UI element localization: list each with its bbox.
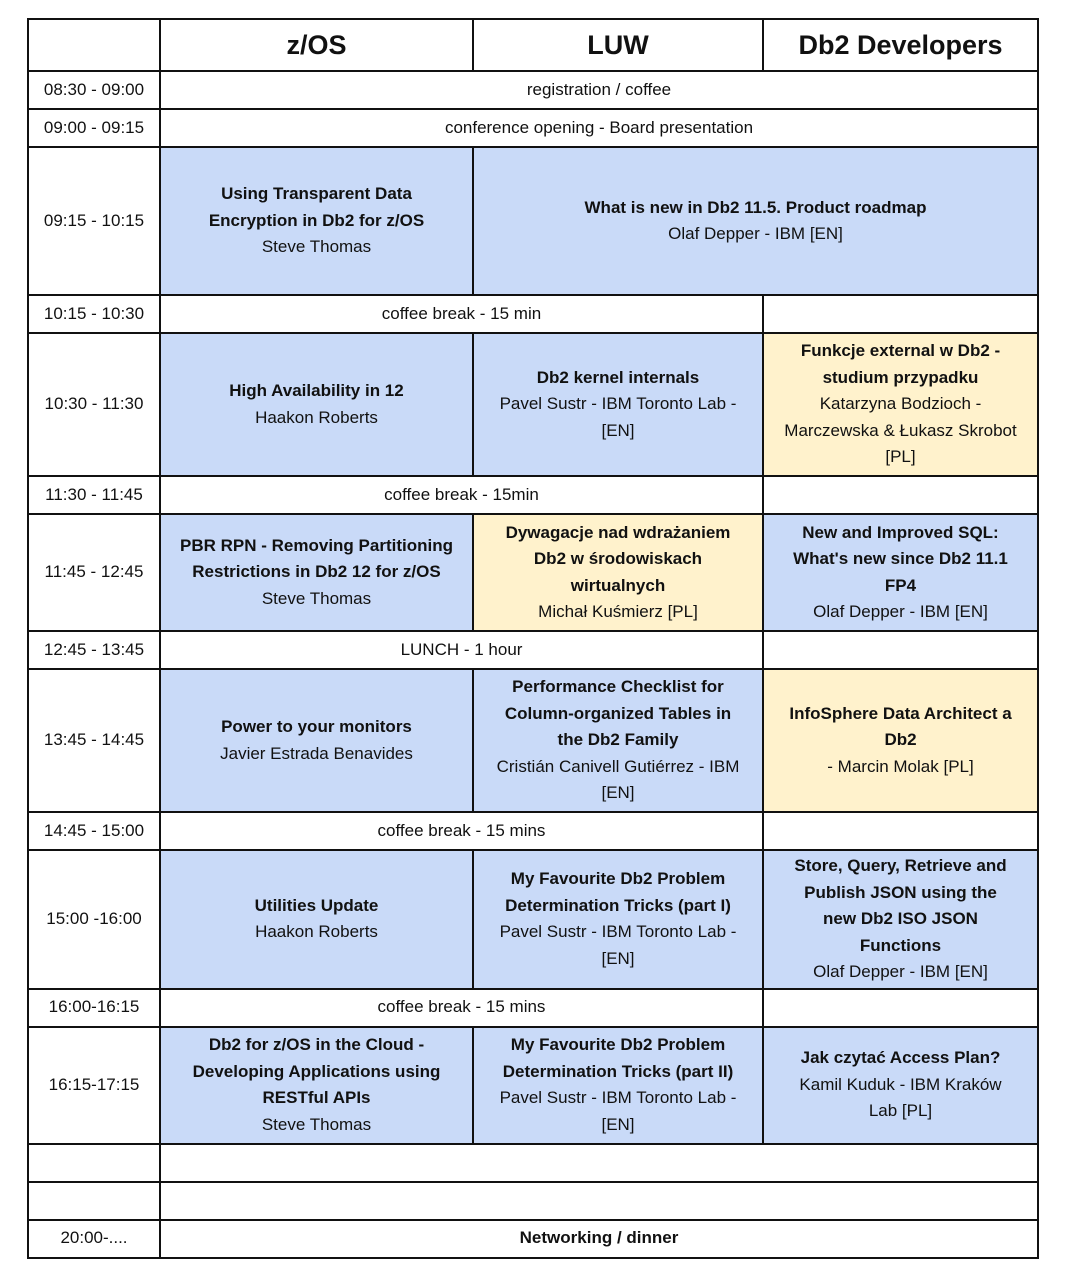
session-speaker: [EN]: [601, 420, 635, 440]
break-cell: coffee break - 15 mins: [160, 989, 763, 1027]
schedule-row: [28, 1027, 1038, 1144]
session-cell: [160, 514, 473, 631]
session-title: Determination Tricks (part II): [502, 1061, 734, 1081]
session-cell: [160, 850, 473, 989]
session-speaker: - Marcin Molak [PL]: [827, 756, 974, 776]
session-title: Restrictions in Db2 12 for z/OS: [192, 562, 441, 582]
session-title: Dywagacje nad wdrażaniem: [505, 522, 731, 542]
session-title: RESTful APIs: [262, 1088, 371, 1107]
session-cell: [160, 333, 473, 476]
header-zos: z/OS: [160, 19, 473, 71]
session-title: Jak czytać Access Plan?: [800, 1048, 1001, 1068]
session-speaker: Pavel Sustr - IBM Toronto Lab -: [499, 922, 737, 942]
header-luw: LUW: [473, 19, 763, 71]
schedule-row: [28, 333, 1038, 476]
time-slot: 16:00-16:15: [28, 989, 160, 1027]
empty-cell: [763, 631, 1038, 669]
session-cell: [763, 669, 1038, 812]
session-speaker: Steve Thomas: [261, 1114, 372, 1134]
break-cell: coffee break - 15 mins: [160, 812, 763, 850]
agenda-table: [27, 18, 1039, 1259]
empty-cell: [763, 812, 1038, 850]
registration-cell: registration / coffee: [160, 71, 1038, 109]
opening-cell: conference opening - Board presentation: [160, 109, 1038, 147]
session-cell: [763, 1027, 1038, 1144]
lunch-cell: LUNCH - 1 hour: [160, 631, 763, 669]
session-speaker: Steve Thomas: [261, 237, 372, 257]
schedule-row: [28, 109, 1038, 147]
session-title: new Db2 ISO JSON: [823, 909, 978, 928]
session-speaker: Marczewska & Łukasz Skrobot: [784, 420, 1017, 440]
session-speaker: [PL]: [885, 447, 916, 467]
session-title: Encryption in Db2 for z/OS: [208, 210, 425, 230]
session-speaker: [EN]: [601, 948, 635, 968]
session-title: Store, Query, Retrieve and: [794, 856, 1007, 875]
session-speaker: Pavel Sustr - IBM Toronto Lab -: [499, 1088, 737, 1107]
time-slot: 09:00 - 09:15: [28, 109, 160, 147]
schedule-row: [28, 1182, 1038, 1220]
time-slot: 20:00-....: [28, 1220, 160, 1258]
session-title: Db2: [884, 730, 917, 750]
session-speaker: Haakon Roberts: [255, 407, 378, 427]
session-cell: [160, 669, 473, 812]
schedule-row: [28, 295, 1038, 333]
session-cell: [160, 1027, 473, 1144]
session-title: High Availability in 12: [229, 381, 404, 400]
session-cell: [763, 850, 1038, 989]
session-cell: [473, 669, 763, 812]
break-cell: coffee break - 15 min: [160, 295, 763, 333]
time-slot: 14:45 - 15:00: [28, 812, 160, 850]
session-speaker: Pavel Sustr - IBM Toronto Lab -: [499, 394, 737, 414]
break-cell: coffee break - 15min: [160, 476, 763, 514]
session-speaker: Olaf Depper - IBM [EN]: [813, 602, 988, 621]
time-slot: 08:30 - 09:00: [28, 71, 160, 109]
session-title: the Db2 Family: [557, 730, 679, 750]
time-slot: 15:00 -16:00: [28, 850, 160, 989]
session-title: Determination Tricks (part I): [505, 895, 731, 915]
session-title: Using Transparent Data: [221, 184, 412, 204]
session-title: Db2 kernel internals: [536, 367, 700, 387]
session-cell: [473, 147, 1038, 295]
session-title: FP4: [884, 575, 917, 595]
session-title: Power to your monitors: [221, 717, 412, 736]
time-slot: 16:15-17:15: [28, 1027, 160, 1144]
session-title: My Favourite Db2 Problem: [510, 1035, 726, 1054]
time-slot: 09:15 - 10:15: [28, 147, 160, 295]
session-title: Publish JSON using the: [804, 882, 997, 902]
session-cell: [160, 147, 473, 295]
session-title: New and Improved SQL:: [802, 522, 999, 542]
session-title: Db2 for z/OS in the Cloud -: [208, 1035, 425, 1054]
time-slot: 10:15 - 10:30: [28, 295, 160, 333]
time-slot: 12:45 - 13:45: [28, 631, 160, 669]
empty-cell: [160, 1144, 1038, 1182]
session-cell: [763, 514, 1038, 631]
empty-cell: [160, 1182, 1038, 1220]
session-speaker: Lab [PL]: [868, 1101, 933, 1121]
header-db2-developers: Db2 Developers: [763, 19, 1038, 71]
schedule-row: [28, 1144, 1038, 1182]
session-cell: [473, 333, 763, 476]
session-title: PBR RPN - Removing Partitioning: [180, 535, 453, 555]
session-title: Performance Checklist for: [512, 677, 724, 697]
time-slot: [28, 1144, 160, 1182]
header-row: [28, 19, 1038, 71]
time-slot: 11:30 - 11:45: [28, 476, 160, 514]
session-title: InfoSphere Data Architect a: [789, 703, 1012, 723]
schedule-row: [28, 514, 1038, 631]
schedule-row: [28, 631, 1038, 669]
session-cell: [763, 333, 1038, 476]
schedule-row: [28, 989, 1038, 1027]
session-title: Column-organized Tables in: [504, 703, 732, 723]
schedule-row: [28, 669, 1038, 812]
session-cell: [473, 1027, 763, 1144]
session-speaker: Javier Estrada Benavides: [220, 743, 413, 763]
session-speaker: Katarzyna Bodzioch -: [819, 394, 982, 414]
session-title: What's new since Db2 11.1: [793, 549, 1008, 568]
time-slot: 10:30 - 11:30: [28, 333, 160, 476]
session-title: Functions: [859, 935, 942, 955]
session-title: Developing Applications using: [192, 1061, 441, 1081]
session-speaker: Olaf Depper - IBM [EN]: [813, 962, 988, 981]
schedule-row: [28, 71, 1038, 109]
session-title: What is new in Db2 11.5. Product roadmap: [584, 197, 927, 217]
session-cell: [473, 514, 763, 631]
schedule-row: [28, 812, 1038, 850]
session-speaker: Steve Thomas: [261, 588, 372, 608]
schedule-row: [28, 476, 1038, 514]
session-title: Funkcje external w Db2 -: [800, 341, 1001, 361]
empty-cell: [763, 295, 1038, 333]
session-title: Utilities Update: [254, 895, 379, 915]
session-cell: [473, 850, 763, 989]
session-title: Db2 w środowiskach: [533, 549, 703, 568]
session-speaker: Michał Kuśmierz [PL]: [538, 602, 698, 621]
schedule-row: [28, 1220, 1038, 1258]
schedule-row: [28, 147, 1038, 295]
session-speaker: [EN]: [601, 1114, 635, 1134]
session-title: My Favourite Db2 Problem: [510, 869, 726, 889]
empty-cell: [763, 476, 1038, 514]
session-title: wirtualnych: [570, 575, 666, 595]
time-slot: 11:45 - 12:45: [28, 514, 160, 631]
session-speaker: Haakon Roberts: [255, 922, 378, 942]
session-speaker: Olaf Depper - IBM [EN]: [668, 224, 843, 243]
session-speaker: Kamil Kuduk - IBM Kraków: [799, 1074, 1002, 1094]
session-speaker: [EN]: [601, 783, 635, 803]
empty-cell: [763, 989, 1038, 1027]
header-corner: [28, 19, 160, 71]
session-title: studium przypadku: [822, 367, 979, 387]
networking-cell: Networking / dinner: [160, 1220, 1038, 1258]
time-slot: [28, 1182, 160, 1220]
schedule-row: [28, 850, 1038, 989]
session-speaker: Cristián Canivell Gutiérrez - IBM: [496, 756, 740, 776]
time-slot: 13:45 - 14:45: [28, 669, 160, 812]
